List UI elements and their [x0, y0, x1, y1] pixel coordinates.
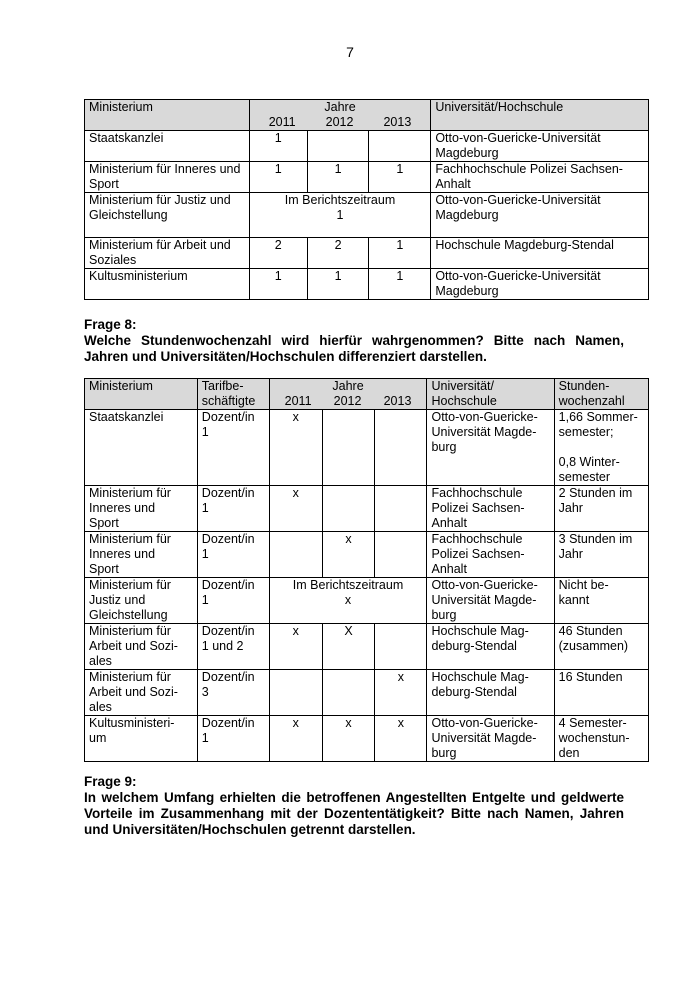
question-8-title: Frage 8: [84, 317, 137, 332]
cell-tarifbeschaeftigte [197, 578, 269, 624]
table-row [85, 269, 649, 300]
page-number: 7 [346, 44, 354, 60]
cell-2012 [307, 131, 369, 162]
cell-universitaet: Otto-von-Guericke-Universität Magdeburg [431, 193, 649, 238]
cell-2012: 2 [307, 238, 369, 269]
header-tarif-line: schäftigte [201, 394, 256, 408]
header-ministerium: Ministerium [85, 100, 250, 131]
cell-2012: 1 [307, 162, 369, 193]
cell-2011 [269, 670, 322, 716]
cell-2011: 2 [249, 238, 307, 269]
cell-std-line: den [558, 746, 580, 760]
header-year-2011: 2011 [268, 115, 296, 129]
cell-uni-line: burg [431, 608, 457, 622]
cell-uni-line: Fachhochschule [431, 532, 523, 546]
cell-tarif-line: Dozent/in 1 [201, 716, 255, 745]
table-row [85, 578, 649, 624]
cell-ministerium-line: Ministerium für [89, 486, 171, 500]
merged-text: Im Berichtszeitraum [284, 193, 396, 207]
cell-stundenwochenzahl [554, 716, 648, 762]
header-jahre [249, 100, 431, 131]
cell-universitaet [427, 716, 554, 762]
cell-2012: 1 [307, 269, 369, 300]
header-year-2011: 2011 [284, 394, 312, 408]
merged-value: 1 [336, 208, 344, 222]
cell-std-line: 46 Stunden [558, 624, 623, 638]
question-9 [84, 774, 624, 838]
cell-uni-line: Universität Magde- [431, 425, 537, 439]
cell-2013 [375, 486, 427, 532]
question-8 [84, 317, 624, 365]
header-std-line: wochenzahl [558, 394, 625, 408]
cell-2013 [375, 532, 427, 578]
cell-ministerium-line: Sport [89, 516, 119, 530]
cell-universitaet [427, 410, 554, 486]
cell-uni-line: deburg-Stendal [431, 639, 517, 653]
cell-ministerium-line: Ministerium für [89, 578, 171, 592]
cell-uni-line: burg [431, 746, 457, 760]
table-header-row [85, 379, 649, 410]
table-row [85, 238, 649, 269]
cell-uni-line: deburg-Stendal [431, 685, 517, 699]
cell-std-line: (zusammen) [558, 639, 629, 653]
header-stundenwochenzahl [554, 379, 648, 410]
cell-ministerium [85, 578, 198, 624]
cell-2011: 1 [249, 131, 307, 162]
cell-2013 [369, 131, 431, 162]
cell-2013: 1 [369, 269, 431, 300]
header-std-line: Stunden- [558, 379, 610, 393]
cell-tarif-line: Dozent/in 3 [201, 670, 255, 699]
cell-uni-line: Hochschule Mag- [431, 670, 529, 684]
cell-ministerium-line: ales [89, 700, 112, 714]
cell-2012: x [322, 716, 374, 762]
cell-2011: 1 [249, 162, 307, 193]
cell-universitaet [427, 532, 554, 578]
cell-ministerium-line: Kultusministeri- [89, 716, 175, 730]
cell-2013 [375, 410, 427, 486]
cell-uni-line: Anhalt [431, 562, 467, 576]
cell-ministerium-line: um [89, 731, 107, 745]
header-jahre-label: Jahre [324, 100, 356, 114]
cell-2012: x [322, 532, 374, 578]
cell-tarifbeschaeftigte [197, 532, 269, 578]
merged-text: Im Berichtszeitraum [292, 578, 404, 592]
table-row [85, 486, 649, 532]
cell-std-line: Jahr [558, 501, 583, 515]
table-row [85, 162, 649, 193]
cell-2013 [375, 624, 427, 670]
cell-stundenwochenzahl [554, 578, 648, 624]
cell-tarif-line: 1 und 2 [201, 639, 244, 653]
cell-ministerium-line: ales [89, 654, 112, 668]
cell-2011: x [269, 410, 322, 486]
cell-tarifbeschaeftigte [197, 410, 269, 486]
cell-std-line [559, 440, 644, 455]
cell-2012: X [322, 624, 374, 670]
header-year-2013: 2013 [383, 394, 412, 408]
cell-ministerium [85, 410, 198, 486]
cell-uni-line: Otto-von-Guericke- [431, 410, 538, 424]
cell-2011: x [269, 624, 322, 670]
cell-ministerium-line: Arbeit und Sozi- [89, 685, 178, 699]
table-row [85, 670, 649, 716]
cell-2012 [322, 486, 374, 532]
cell-stundenwochenzahl [554, 624, 648, 670]
cell-std-line: wochenstun- [558, 731, 630, 745]
cell-std-line: 4 Semester- [558, 716, 627, 730]
cell-tarifbeschaeftigte [197, 670, 269, 716]
cell-tarif-line: Dozent/in 1 [201, 410, 255, 439]
cell-universitaet: Fachhochschule Polizei Sachsen-Anhalt [431, 162, 649, 193]
table-row [85, 532, 649, 578]
cell-ministerium-line: Justiz und [89, 593, 146, 607]
cell-std-line: 2 Stunden im [558, 486, 633, 500]
cell-tarif-line: Dozent/in 1 [201, 486, 255, 515]
cell-uni-line: Polizei Sachsen- [431, 501, 525, 515]
question-8-text: Welche Stundenwochenzahl wird hierfür wahrgenommen? Bitte nach Namen, Jahren und Universitäten/Hochschulen differenziert darstellen. [84, 333, 624, 364]
cell-ministerium-line: Gleichstellung [89, 608, 168, 622]
cell-std-line: semester; [558, 425, 614, 439]
cell-tarif-line: Dozent/in [201, 624, 255, 638]
cell-std-line: 0,8 Winter- [558, 455, 620, 469]
cell-std-line: kannt [558, 593, 590, 607]
cell-std-line: semester [558, 470, 611, 484]
table-row [85, 131, 649, 162]
cell-ministerium [85, 624, 198, 670]
table-row [85, 624, 649, 670]
cell-uni-line: Polizei Sachsen- [431, 547, 525, 561]
cell-std-line: Jahr [558, 547, 583, 561]
cell-ministerium [85, 716, 198, 762]
cell-uni-line: burg [431, 440, 457, 454]
cell-ministerium: Ministerium für Justiz und Gleichstellung [85, 193, 250, 238]
cell-ministerium-line: Arbeit und Sozi- [89, 639, 178, 653]
cell-stundenwochenzahl [554, 532, 648, 578]
cell-uni-line: Otto-von-Guericke- [431, 578, 538, 592]
header-year-2012: 2012 [333, 394, 362, 408]
table-appointments [84, 99, 649, 300]
cell-tarifbeschaeftigte [197, 486, 269, 532]
cell-ministerium: Ministerium für Arbeit und Soziales [85, 238, 250, 269]
cell-uni-line: Universität Magde- [431, 731, 537, 745]
cell-std-line: 3 Stunden im [558, 532, 633, 546]
question-9-text: In welchem Umfang erhielten die betroffenen Angestellten Entgelte und geldwerte Vorteile im Zusammenhang mit der Dozententätigkeit? Bitte nach Namen, Jahren und Universitäten/Hochschulen getrennt darstellen. [84, 790, 624, 837]
cell-ministerium [85, 532, 198, 578]
cell-tarif-line: Dozent/in 1 [201, 578, 255, 607]
cell-2013: x [375, 670, 427, 716]
cell-2012 [322, 670, 374, 716]
header-tarif-line: Tarifbe- [201, 379, 244, 393]
table-hours [84, 378, 649, 762]
cell-uni-line: Anhalt [431, 516, 467, 530]
cell-ministerium-line: Ministerium für [89, 670, 171, 684]
cell-2011: 1 [249, 269, 307, 300]
question-9-title: Frage 9: [84, 774, 137, 789]
table-header-row [85, 100, 649, 131]
cell-ministerium-line: Ministerium für [89, 532, 171, 546]
header-jahre [269, 379, 427, 410]
cell-2012 [322, 410, 374, 486]
header-jahre-label: Jahre [332, 379, 364, 393]
cell-2011: x [269, 716, 322, 762]
cell-universitaet: Otto-von-Guericke-Universität Magdeburg [431, 269, 649, 300]
cell-ministerium: Staatskanzlei [85, 131, 250, 162]
cell-std-line: Nicht be- [558, 578, 609, 592]
cell-universitaet [427, 670, 554, 716]
table-row [85, 410, 649, 486]
cell-stundenwochenzahl [554, 486, 648, 532]
header-uni-line: Hochschule [431, 394, 497, 408]
cell-std-line: 16 Stunden [558, 670, 623, 684]
cell-ministerium-line: Inneres und [89, 501, 156, 515]
cell-universitaet: Otto-von-Guericke-Universität Magdeburg [431, 131, 649, 162]
cell-2013: x [375, 716, 427, 762]
cell-universitaet [427, 624, 554, 670]
cell-ministerium [85, 486, 198, 532]
table-row [85, 716, 649, 762]
cell-tarif-line: Dozent/in 1 [201, 532, 255, 561]
cell-berichtszeitraum [269, 578, 427, 624]
header-tarifbeschaeftigte [197, 379, 269, 410]
header-uni-line: Universität/ [431, 379, 495, 393]
cell-ministerium-line: Inneres und [89, 547, 156, 561]
cell-universitaet: Hochschule Magdeburg-Stendal [431, 238, 649, 269]
cell-2013: 1 [369, 238, 431, 269]
cell-uni-line: Otto-von-Guericke- [431, 716, 538, 730]
header-ministerium: Ministerium [85, 379, 198, 410]
cell-ministerium: Kultusministerium [85, 269, 250, 300]
cell-2013: 1 [369, 162, 431, 193]
cell-uni-line: Hochschule Mag- [431, 624, 529, 638]
cell-2011 [269, 532, 322, 578]
cell-tarifbeschaeftigte [197, 716, 269, 762]
cell-ministerium: Ministerium für Inneres und Sport [85, 162, 250, 193]
cell-ministerium-line: Staatskanzlei [89, 410, 164, 424]
table-row [85, 193, 649, 238]
cell-tarifbeschaeftigte [197, 624, 269, 670]
cell-universitaet [427, 578, 554, 624]
header-universitaet [427, 379, 554, 410]
cell-universitaet [427, 486, 554, 532]
cell-stundenwochenzahl [554, 410, 648, 486]
cell-uni-line: Fachhochschule [431, 486, 523, 500]
cell-ministerium-line: Sport [89, 562, 119, 576]
cell-uni-line: Universität Magde- [431, 593, 537, 607]
cell-ministerium [85, 670, 198, 716]
cell-stundenwochenzahl [554, 670, 648, 716]
header-year-2012: 2012 [325, 115, 354, 129]
cell-ministerium-line: Ministerium für [89, 624, 171, 638]
merged-value: x [344, 593, 352, 607]
cell-berichtszeitraum [249, 193, 431, 238]
header-year-2013: 2013 [383, 115, 412, 129]
cell-2011: x [269, 486, 322, 532]
header-universitaet: Universität/Hochschule [431, 100, 649, 131]
cell-std-line: 1,66 Sommer- [558, 410, 638, 424]
